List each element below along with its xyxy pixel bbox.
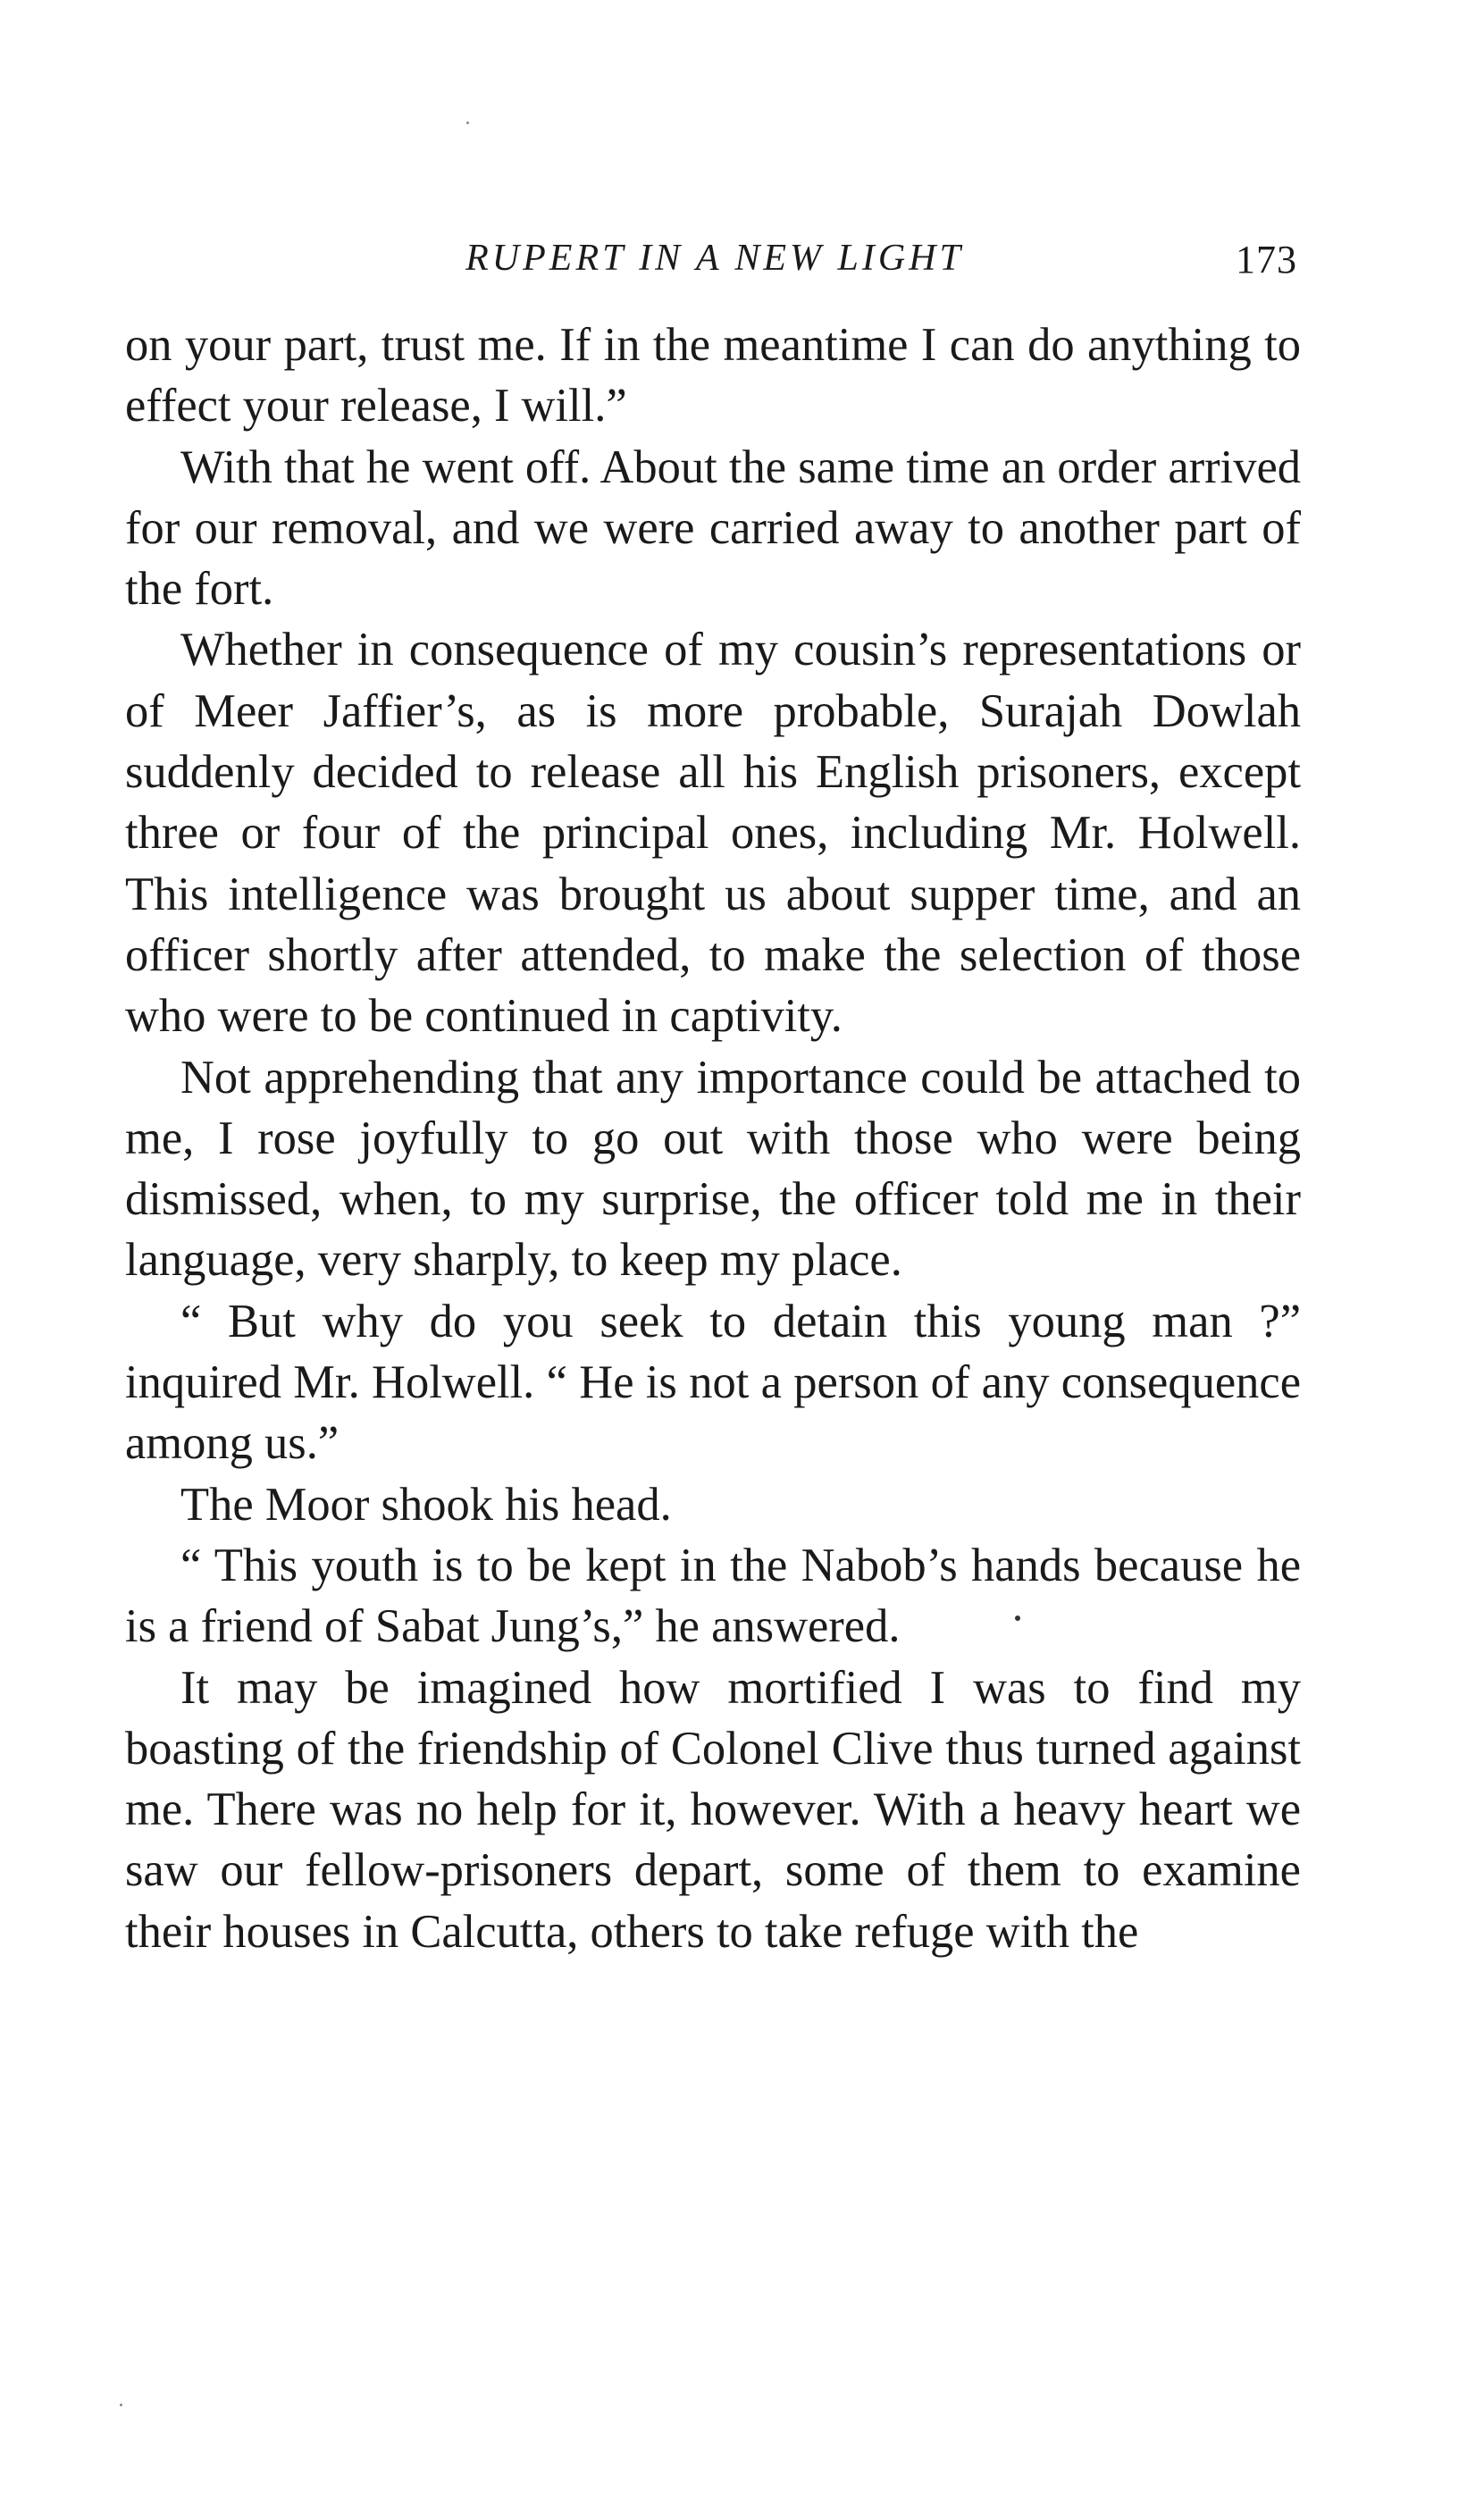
body-text (125, 315, 1301, 1962)
paragraph: on your part, trust me. If in the meantime I can do anything to effect your release, I will.” (125, 319, 1301, 432)
running-title: RUPERT IN A NEW LIGHT (465, 238, 964, 279)
paragraph: With that he went off. About the same time an order arrived for our removal, and we were carried away to another part of the fort. (125, 441, 1301, 616)
paragraph: Not apprehending that any importance could be attached to me, I rose joyfully to go out with those who were being dismissed, when, to my surprise, the officer told me in their language, very sharply, to keep my place. (125, 1051, 1301, 1287)
paragraph: It may be imagined how mortified I was to find my boasting of the friendship of Colonel Clive thus turned against me. There was no help for it, however. With a heavy heart we saw our fellow-prisoners depart, some of them to examine their houses in Calcutta, others to take refuge with the (125, 1661, 1301, 1958)
scan-speck (466, 122, 469, 124)
paragraph: “ But why do you seek to detain this young man ?” inquired Mr. Holwell. “ He is not a person of any consequence among us.” (125, 1295, 1301, 1470)
paragraph: The Moor shook his head. (180, 1478, 672, 1531)
paragraph: “ This youth is to be kept in the Nabob’s hands because he is a friend of Sabat Jung’s,” he answered. (125, 1539, 1301, 1653)
scan-speck (120, 2404, 122, 2406)
paragraph: Whether in consequence of my cousin’s representations or of Meer Jaffier’s, as is more probable, Surajah Dowlah suddenly decided to release all his English prisoners, except three or four of the principal ones, including Mr. Holwell. This intelligence was brought us about supper time, and an officer shortly after attended, to make the selection of those who were to be continued in captivity. (125, 624, 1301, 1043)
scan-speck (1015, 1616, 1020, 1621)
page-header (125, 228, 1304, 290)
page-number: 173 (1236, 238, 1297, 281)
